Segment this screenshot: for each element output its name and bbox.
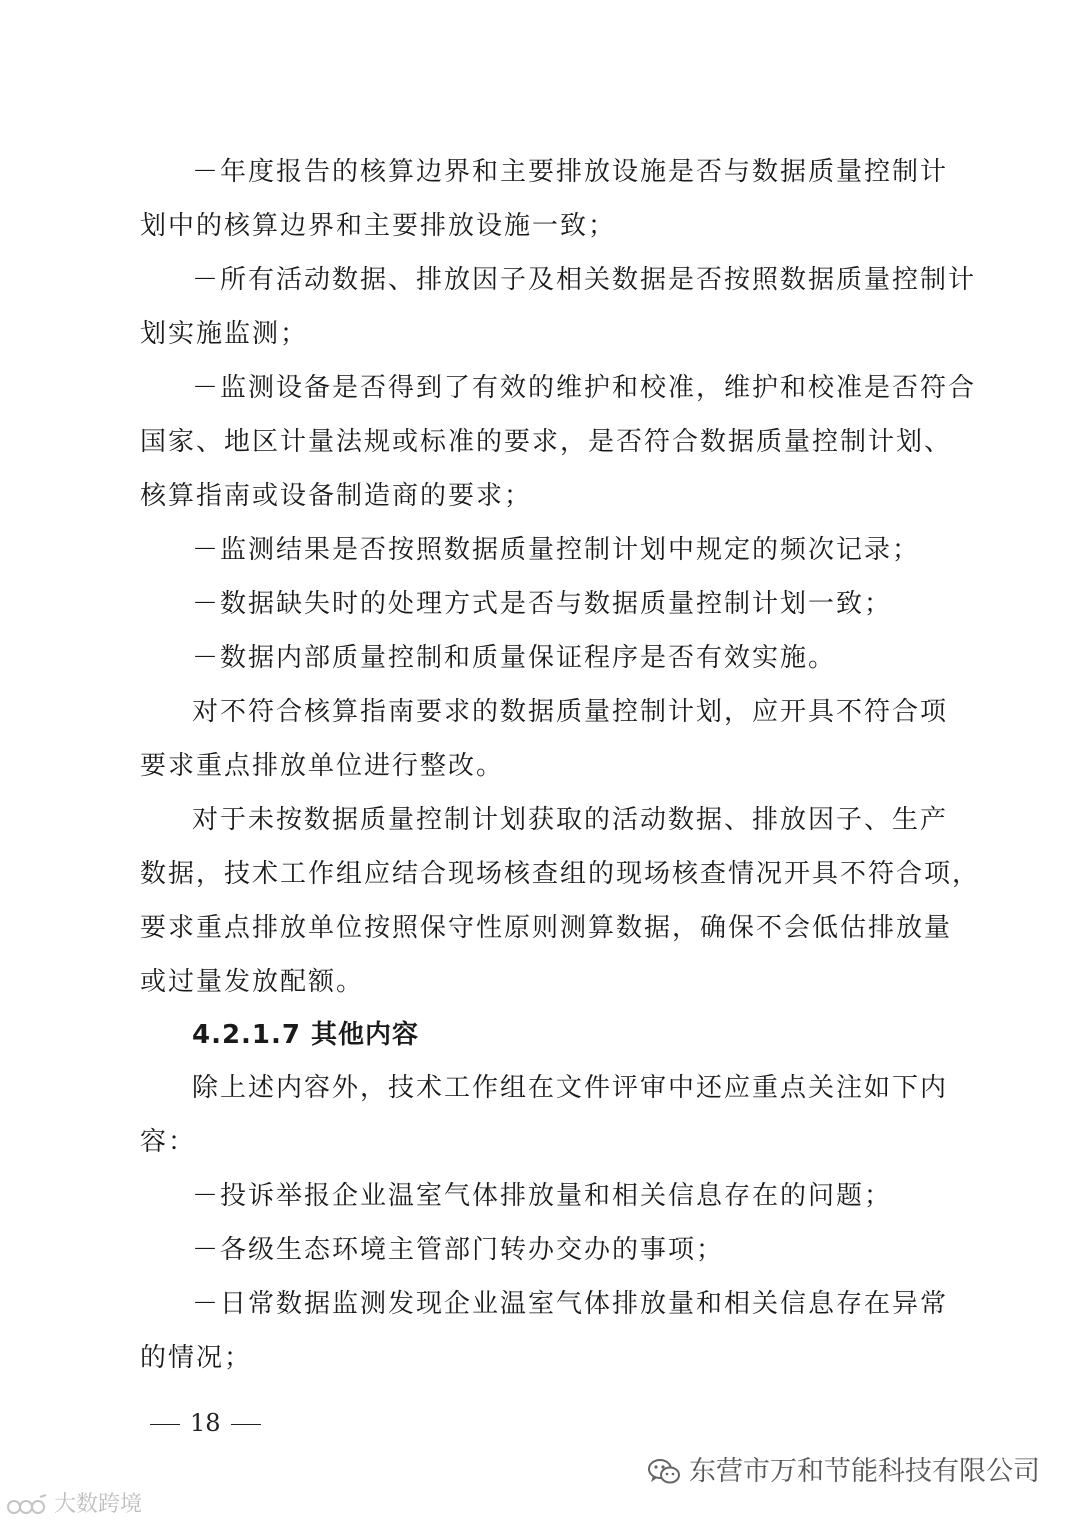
body-line: 划中的核算边界和主要排放设施一致； xyxy=(140,211,617,241)
body-line: －数据缺失时的处理方式是否与数据质量控制计划一致； xyxy=(192,589,893,619)
body-line: －所有活动数据、排放因子及相关数据是否按照数据质量控制计 xyxy=(192,265,977,295)
body-line: 国家、地区计量法规或标准的要求，是否符合数据质量控制计划、 xyxy=(140,427,953,457)
page-number xyxy=(140,1406,271,1440)
body-line: 容： xyxy=(140,1127,197,1157)
section-heading: 4.2.1.7 其他内容 xyxy=(192,1020,420,1050)
body-line: 数据，技术工作组应结合现场核查组的现场核查情况开具不符合项， xyxy=(140,859,981,889)
brand-watermark xyxy=(6,1490,142,1520)
body-line: 对不符合核算指南要求的数据质量控制计划，应开具不符合项 xyxy=(192,697,949,727)
brand-name: 大数跨境 xyxy=(54,1492,143,1517)
body-line: 对于未按数据质量控制计划获取的活动数据、排放因子、生产 xyxy=(192,805,949,835)
body-line: 除上述内容外，技术工作组在文件评审中还应重点关注如下内 xyxy=(192,1073,949,1103)
brand-logo-icon xyxy=(6,1493,50,1517)
page-number-dash-left xyxy=(150,1424,180,1425)
body-line: 要求重点排放单位按照保守性原则测算数据，确保不会低估排放量 xyxy=(140,913,953,943)
body-line: －监测结果是否按照数据质量控制计划中规定的频次记录； xyxy=(192,535,921,565)
body-line: 的情况； xyxy=(140,1343,253,1373)
body-line: －投诉举报企业温室气体排放量和相关信息存在的问题； xyxy=(192,1181,893,1211)
page-number-value: 18 xyxy=(190,1409,221,1437)
body-line: －监测设备是否得到了有效的维护和校准，维护和校准是否符合 xyxy=(192,373,977,403)
body-line: －数据内部质量控制和质量保证程序是否有效实施。 xyxy=(192,643,837,673)
body-line: －年度报告的核算边界和主要排放设施是否与数据质量控制计 xyxy=(192,157,949,187)
body-line: －各级生态环境主管部门转办交办的事项； xyxy=(192,1235,725,1265)
body-line: 要求重点排放单位进行整改。 xyxy=(140,751,505,781)
body-line: 或过量发放配额。 xyxy=(140,967,365,997)
company-name: 东营市万和节能科技有限公司 xyxy=(689,1456,1040,1487)
wechat-icon xyxy=(647,1458,681,1486)
page-number-dash-right xyxy=(231,1424,261,1425)
company-watermark xyxy=(647,1452,1040,1492)
body-line: －日常数据监测发现企业温室气体排放量和相关信息存在异常 xyxy=(192,1289,949,1319)
body-line: 核算指南或设备制造商的要求； xyxy=(140,481,533,511)
body-line: 划实施监测； xyxy=(140,319,309,349)
